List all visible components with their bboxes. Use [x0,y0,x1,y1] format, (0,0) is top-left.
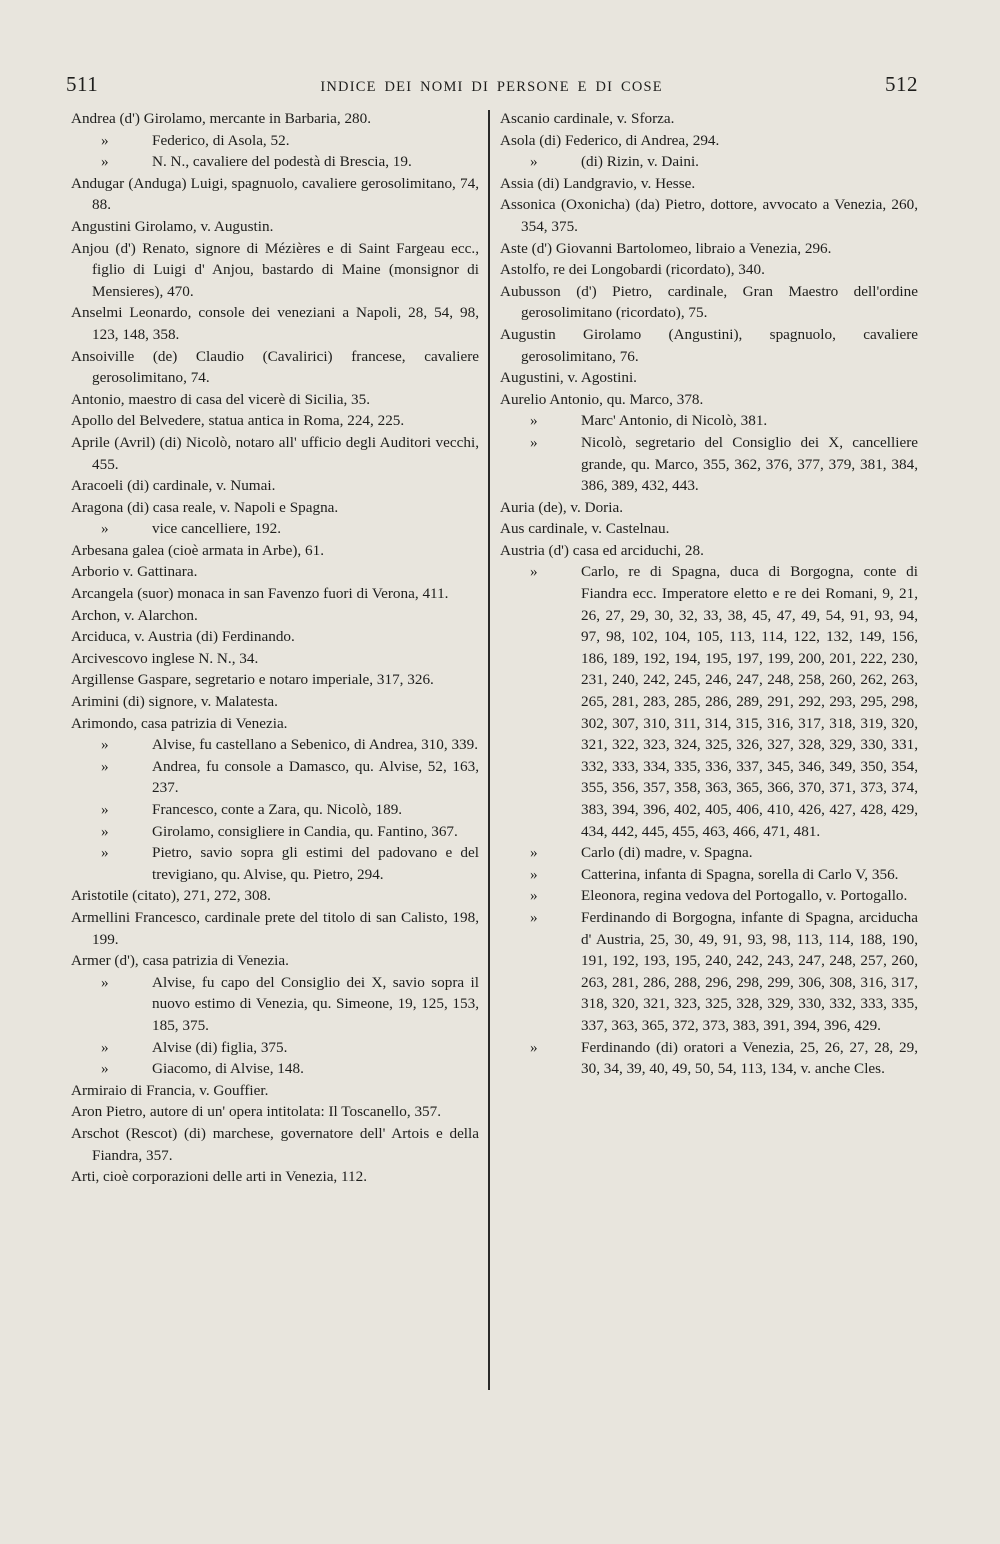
entry-text: Marc' Antonio, di Nicolò, 381. [581,412,768,430]
index-entry [71,238,479,303]
entry-text: Augustini, v. Agostini. [500,369,637,387]
index-entry [71,885,479,907]
index-entry [71,173,479,216]
entry-text: Andugar (Anduga) Luigi, spagnuolo, cavaliere gerosolimitano, 74, 88. [71,174,479,214]
index-entry [71,1123,479,1166]
entry-text: Asola (di) Federico, di Andrea, 294. [500,131,720,149]
entry-text: Antonio, maestro di casa del vicerè di Sicilia, 35. [71,390,371,408]
entry-text: Aus cardinale, v. Castelnau. [500,520,670,538]
index-entry [500,324,918,367]
index-entry [71,389,479,411]
entry-text: Aracoeli (di) cardinale, v. Numai. [71,477,276,495]
index-entry [500,173,918,195]
ditto-mark: » [530,153,538,171]
entry-text: N. N., cavaliere del podestà di Brescia, 19. [152,153,412,171]
entry-text: Arborio v. Gattinara. [71,563,198,581]
index-subentry [71,799,479,821]
index-entry [71,497,479,519]
right-column [500,108,918,1080]
ditto-mark: » [101,520,109,538]
index-subentry [71,756,479,799]
entry-text: Argillense Gaspare, segretario e notaro imperiale, 317, 326. [71,671,434,689]
index-entry [71,475,479,497]
entry-text: Arcangela (suor) monaca in san Favenzo fuori di Verona, 411. [71,585,449,603]
index-entry [500,108,918,130]
index-entry [71,1166,479,1188]
index-subentry [500,151,918,173]
entry-text: Arschot (Rescot) (di) marchese, governatore dell' Artois e della Fiandra, 357. [71,1124,479,1164]
entry-text: Archon, v. Alarchon. [71,606,198,624]
index-subentry [500,885,918,907]
entry-text: Assia (di) Landgravio, v. Hesse. [500,174,696,192]
index-subentry [500,1037,918,1080]
running-title: INDICE DEI NOMI DI PERSONE E DI COSE [320,79,663,95]
index-entry [71,216,479,238]
index-entry [500,540,918,562]
index-entry [71,540,479,562]
index-subentry [71,518,479,540]
index-entry [71,950,479,972]
entry-text: Carlo, re di Spagna, duca di Borgogna, conte di Fiandra ecc. Imperatore eletto e re dei Romani, 9, 21, 26, 27, 29, 30, 32, 33, 38, 45, 47, 49, 54, 91, 93, 94, 97, 98, 102, 104, 105, 113, 114, 122, 132, 149, 156, 186, 189, 192, 194, 195, 197, 199, 200, 201, 222, 230, 231, 240, 242, 245, 246, 247, 248, 258, 260, 262, 263, 265, 281, 283, 285, 286, 289, 291, 292, 293, 295, 298, 302, 307, 310, 311, 314, 315, 316, 317, 318, 319, 320, 321, 322, 323, 324, 325, 326, 327, 328, 329, 330, 331, 332, 333, 334, 335, 336, 337, 345, 346, 349, 350, 354, 355, 356, 357, 358, 363, 365, 366, 370, 371, 373, 374, 383, 394, 396, 402, 405, 406, 410, 426, 427, 428, 429, 434, 442, 445, 455, 463, 466, 471, 481. [581,563,918,840]
entry-text: Aste (d') Giovanni Bartolomeo, libraio a Venezia, 296. [500,239,832,257]
entry-text: Ascanio cardinale, v. Sforza. [500,110,675,127]
entry-text: Andrea (d') Girolamo, mercante in Barbaria, 280. [71,110,372,127]
index-subentry [71,1037,479,1059]
ditto-mark: » [530,563,538,581]
ditto-mark: » [101,844,109,862]
entry-text: Armer (d'), casa patrizia di Venezia. [71,952,289,970]
entry-text: Armellini Francesco, cardinale prete del titolo di san Calisto, 198, 199. [71,908,479,948]
entry-text: Carlo (di) madre, v. Spagna. [581,844,753,862]
left-column [71,108,479,1188]
ditto-mark: » [101,757,109,775]
index-subentry [71,1058,479,1080]
entry-text: Assonica (Oxonicha) (da) Pietro, dottore, avvocato a Venezia, 260, 354, 375. [500,196,918,235]
index-entry [71,605,479,627]
ditto-mark: » [530,412,538,430]
index-subentry [71,842,479,885]
ditto-mark: » [101,131,109,149]
entry-text: Angustini Girolamo, v. Augustin. [71,217,274,235]
index-entry [71,626,479,648]
index-subentry [71,972,479,1037]
entry-text: Auria (de), v. Doria. [500,498,623,516]
ditto-mark: » [530,865,538,883]
index-entry [500,238,918,260]
page-header [66,72,918,98]
entry-text: Ferdinando di Borgogna, infante di Spagna, arciducha d' Austria, 25, 30, 49, 91, 93, 98, 113, 114, 188, 190, 191, 192, 193, 195, 240, 242, 243, 247, 248, 257, 260, 263, 281, 286, 288, 296, 298, 299, 306, 308, 316, 317, 318, 320, 321, 323, 325, 328, 329, 330, 332, 333, 335, 337, 363, 365, 372, 373, 383, 391, 394, 396, 429. [581,908,918,1034]
entry-text: Aprile (Avril) (di) Nicolò, notaro all' ufficio degli Auditori vecchi, 455. [71,433,479,473]
page-number-right: 512 [885,72,918,96]
entry-text: Anjou (d') Renato, signore di Mézières e di Saint Fargeau ecc., figlio di Luigi d' Anjou, bastardo di Maine (monsignor di Mensieres), 470. [71,239,479,300]
index-entry [500,130,918,152]
entry-text: Armiraio di Francia, v. Gouffier. [71,1081,269,1099]
entry-text: vice cancelliere, 192. [152,520,282,538]
index-entry [71,108,479,130]
entry-text: Augustin Girolamo (Angustini), spagnuolo, cavaliere gerosolimitano, 76. [500,325,918,365]
index-entry [500,497,918,519]
ditto-mark: » [101,153,109,171]
ditto-mark: » [530,887,538,905]
index-entry [71,1101,479,1123]
entry-text: Ferdinando (di) oratori a Venezia, 25, 26, 27, 28, 29, 30, 34, 39, 40, 49, 50, 54, 113, 134, v. anche Cles. [581,1038,918,1078]
entry-text: Francesco, conte a Zara, qu. Nicolò, 189. [152,801,403,818]
entry-text: Austria (d') casa ed arciduchi, 28. [500,541,704,559]
index-subentry [71,151,479,173]
entry-text: Arbesana galea (cioè armata in Arbe), 61. [71,541,325,559]
index-subentry [500,864,918,886]
index-subentry [500,432,918,497]
ditto-mark: » [530,844,538,862]
index-entry [71,432,479,475]
entry-text: Anselmi Leonardo, console dei veneziani a Napoli, 28, 54, 98, 123, 148, 358. [71,304,479,343]
ditto-mark: » [101,973,109,991]
column-divider [488,110,490,1390]
entry-text: Andrea, fu console a Damasco, qu. Alvise, 52, 163, 237. [152,757,479,797]
index-entry [71,691,479,713]
index-entry [71,713,479,735]
ditto-mark: » [101,822,109,840]
index-entry [71,410,479,432]
index-entry [500,389,918,411]
index-entry [71,907,479,950]
index-entry [500,259,918,281]
entry-text: Aragona (di) casa reale, v. Napoli e Spagna. [71,498,339,516]
ditto-mark: » [101,801,109,818]
ditto-mark: » [101,736,109,754]
entry-text: Arti, cioè corporazioni delle arti in Venezia, 112. [71,1168,368,1186]
ditto-mark: » [530,908,538,926]
entry-text: Aristotile (citato), 271, 272, 308. [71,887,271,905]
entry-text: Arimini (di) signore, v. Malatesta. [71,693,278,711]
index-entry [71,583,479,605]
index-entry [71,669,479,691]
entry-text: Arciduca, v. Austria (di) Ferdinando. [71,628,295,646]
index-entry [71,648,479,670]
index-subentry [500,561,918,842]
entry-text: Aubusson (d') Pietro, cardinale, Gran Maestro dell'ordine gerosolimitano (ricordato), 75. [500,282,918,322]
entry-text: (di) Rizin, v. Daini. [581,153,699,171]
entry-text: Federico, di Asola, 52. [152,131,290,149]
index-subentry [71,821,479,843]
index-subentry [71,734,479,756]
entry-text: Apollo del Belvedere, statua antica in Roma, 224, 225. [71,412,405,430]
entry-text: Alvise, fu capo del Consiglio dei X, savio sopra il nuovo estimo di Venezia, qu. Simeone, 19, 125, 153, 185, 375. [152,973,479,1034]
index-entry [71,346,479,389]
entry-text: Giacomo, di Alvise, 148. [152,1060,304,1078]
index-entry [71,302,479,345]
index-subentry [71,130,479,152]
ditto-mark: » [530,1038,538,1056]
index-entry [500,281,918,324]
entry-text: Astolfo, re dei Longobardi (ricordato), 340. [500,261,765,279]
entry-text: Nicolò, segretario del Consiglio dei X, cancelliere grande, qu. Marco, 355, 362, 376, 377, 379, 381, 384, 386, 389, 432, 443. [581,433,918,495]
ditto-mark: » [101,1060,109,1078]
index-entry [71,561,479,583]
entry-text: Alvise (di) figlia, 375. [152,1038,288,1056]
entry-text: Catterina, infanta di Spagna, sorella di Carlo V, 356. [581,865,899,883]
page-number-left: 511 [66,72,99,96]
ditto-mark: » [530,433,538,451]
ditto-mark: » [101,1038,109,1056]
entry-text: Eleonora, regina vedova del Portogallo, v. Portogallo. [581,887,908,905]
index-entry [71,1080,479,1102]
index-entry [500,367,918,389]
entry-text: Arimondo, casa patrizia di Venezia. [71,714,288,732]
entry-text: Ansoiville (de) Claudio (Cavalirici) francese, cavaliere gerosolimitano, 74. [71,347,479,387]
entry-text: Arcivescovo inglese N. N., 34. [71,649,259,667]
index-subentry [500,410,918,432]
index-entry [500,194,918,237]
entry-text: Girolamo, consigliere in Candia, qu. Fantino, 367. [152,822,458,840]
entry-text: Pietro, savio sopra gli estimi del padovano e del trevigiano, qu. Alvise, qu. Pietro, 294. [152,844,479,883]
index-subentry [500,907,918,1037]
entry-text: Alvise, fu castellano a Sebenico, di Andrea, 310, 339. [152,736,479,754]
entry-text: Aron Pietro, autore di un' opera intitolata: Il Toscanello, 357. [71,1103,442,1121]
index-entry [500,518,918,540]
entry-text: Aurelio Antonio, qu. Marco, 378. [500,390,704,408]
index-subentry [500,842,918,864]
